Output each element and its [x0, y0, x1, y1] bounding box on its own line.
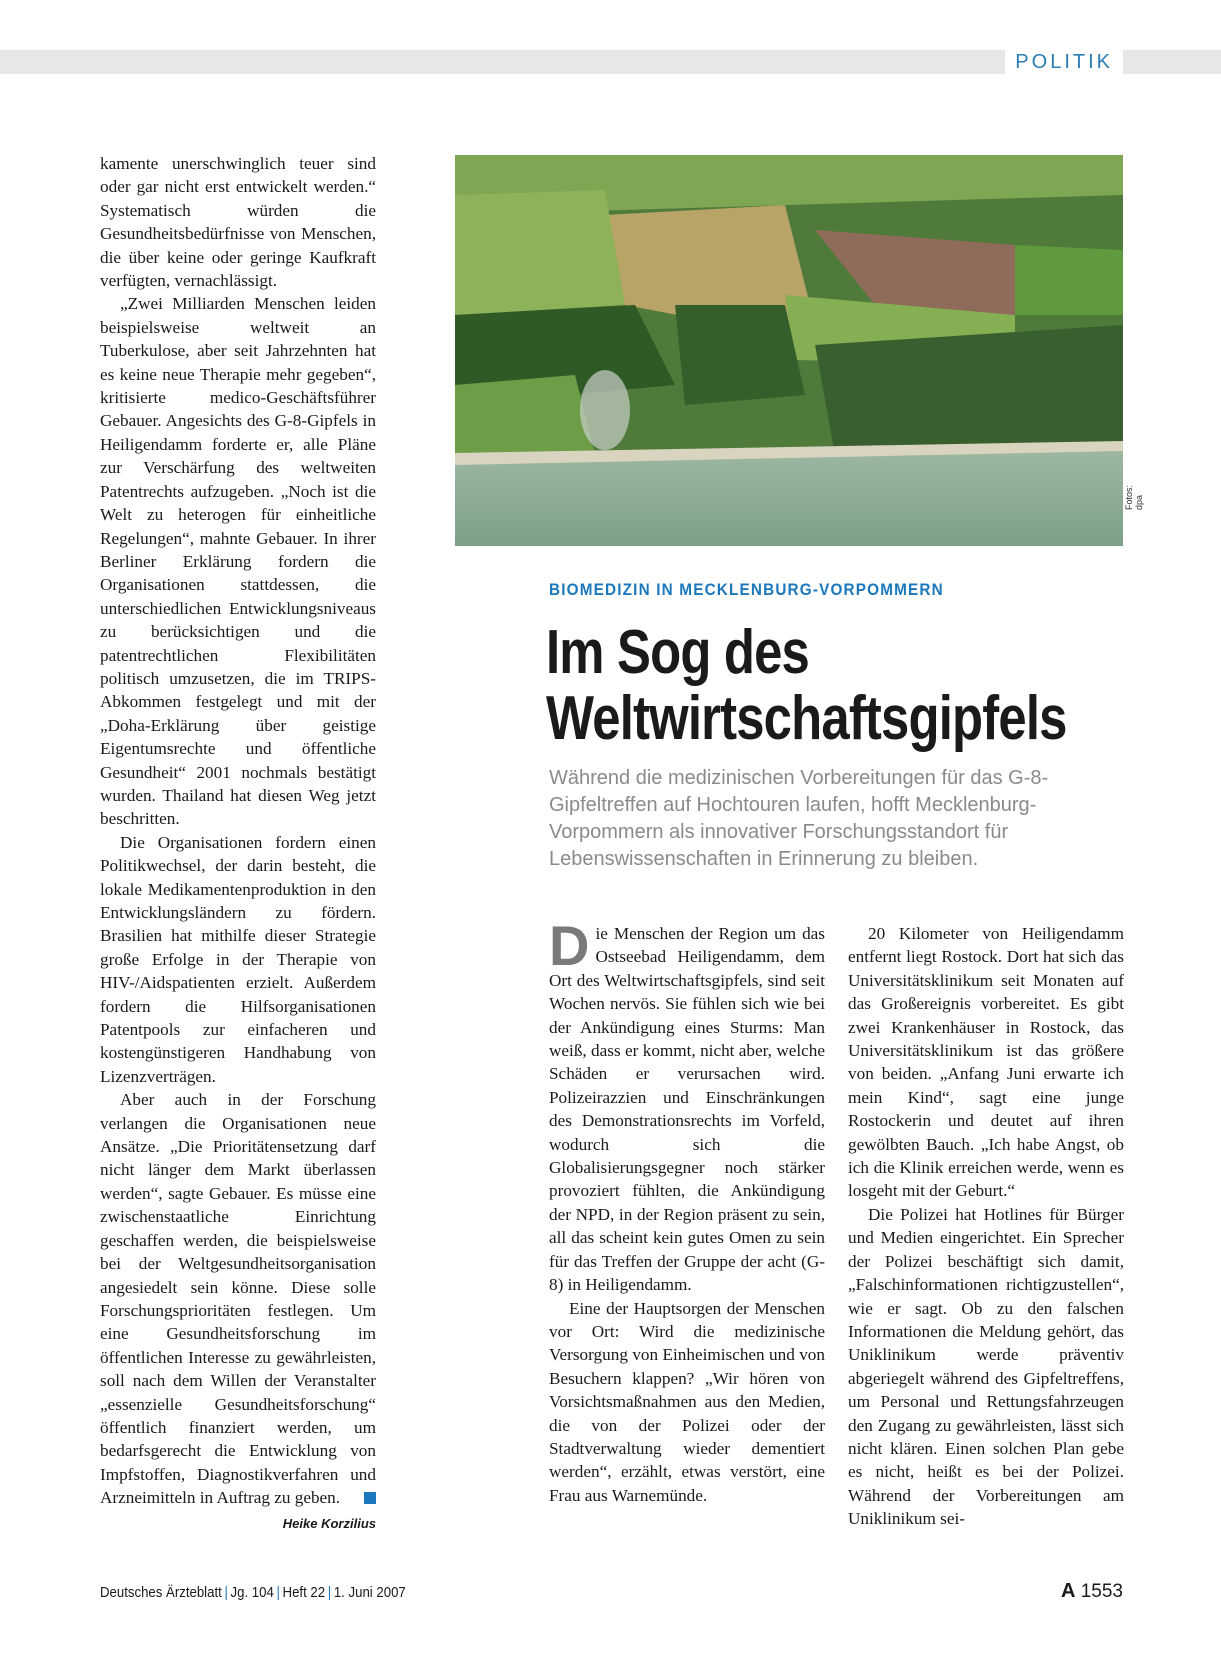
paragraph: Die Polizei hat Hotlines für Bürger und Medien eingerichtet. Ein Sprecher der Polizei beschäftigt sich damit, „Falschinformationen richtigzustellen“, wie er sagt. Ob zu den falschen Informationen die Meldung gehört, das Uniklinikum werde präventiv abgeriegelt während des Gipfeltreffens, um Personal und Rettungsfahrzeugen den Zugang zu gewährleisten, lässt sich nicht klären. Einen solchen Plan gebe es nicht, heißt es bei der Polizei. Während der Vorbereitungen am Uniklinikum sei- — [848, 1204, 1124, 1529]
page-number — [1061, 1580, 1123, 1603]
headline — [546, 620, 1071, 752]
aerial-photo-image — [455, 155, 1123, 546]
paragraph: Die Organisationen fordern einen Politikwechsel, der darin besteht, die lokale Medikamentenproduktion in den Entwicklungsländern zu fördern. Brasilien hat mithilfe dieser Strategie große Erfolge in der Therapie von HIV-/Aidspatienten erzielt. Außerdem fordern die Hilfsorganisationen Patentpools zur einfacheren und kostengünstigeren Handhabung von Lizenzverträgen. — [100, 832, 376, 1086]
paragraph: kamente unerschwinglich teuer sind oder gar nicht erst entwickelt werden.“ Systematisch würden die Gesundheitsbedürfnisse von Menschen, die über keine oder geringe Kaufkraft verfügten, vernachlässigt. — [100, 154, 376, 291]
aerial-photo — [455, 155, 1123, 546]
middle-column — [549, 914, 825, 1507]
page-number-value: 1553 — [1080, 1581, 1123, 1602]
paragraph: 20 Kilometer von Heiligendamm entfernt liegt Rostock. Dort hat sich das Universitätsklinikum seit Monaten auf das Großereignis vorbereitet. Es gibt zwei Krankenhäuser in Rostock, das Universitätsklinikum ist das größere von beiden. „Anfang Juni erwarte ich mein Kind“, sagt eine junge Rostockerin und deutet auf ihren gewölbten Bauch. „Ich habe Angst, ob ich die Klinik erreichen werde, wenn es losgeht mit der Geburt.“ — [848, 924, 1124, 1201]
kicker: BIOMEDIZIN IN MECKLENBURG-VORPOMMERN — [549, 580, 944, 599]
author-name: Heike Korzilius — [282, 1515, 376, 1531]
paragraph-text: Aber auch in der Forschung verlangen die Organisationen neue Ansätze. „Die Prioritätensetzung darf nicht länger dem Markt überlassen werden“, sagte Gebauer. Es müsse eine zwischenstaatliche Einrichtung geschaffen werden, die beispielsweise bei der Weltgesundheitsorganisation angesiedelt sein könne. Diese solle Forschungsprioritäten festlegen. Um eine Gesundheitsforschung im öffentlichen Interesse zu gewährleisten, soll nach dem Willen der Veranstalter „essenzielle Gesundheitsforschung“ öffentlich finanziert werden, um bedarfsgerecht die Entwicklung von Impfstoffen, Diagnostikverfahren und Arzneimitteln in Auftrag zu geben. — [100, 1090, 376, 1508]
paragraph: „Zwei Milliarden Menschen leiden beispielsweise weltweit an Tuberkulose, aber seit Jahrzehnten hat es keine neue Therapie mehr gegeben“, kritisierte medico-Geschäftsführer Gebauer. Angesichts des G-8-Gipfels in Heiligendamm forderte er, alle Pläne zur Verschärfung des weltweiten Patentrechts aufzugeben. „Noch ist die Welt zu heterogen für einheitliche Regelungen“, mahnte Gebauer. In ihrer Berliner Erklärung fordern die Organisationen stattdessen, die unterschiedlichen Entwicklungsniveaus zu berücksichtigen und die patentrechtlichen Flexibilitäten politisch umzusetzen, die im TRIPS-Abkommen festgelegt und mit der „Doha-Erklärung über geistige Eigentumsrechte und öffentliche Gesundheit“ 2001 nochmals bestätigt wurden. Thailand hat diesen Weg jetzt beschritten. — [100, 294, 376, 829]
headline-line: Weltwirtschaftsgipfels — [546, 684, 1067, 753]
photo-credit: Fotos: dpa — [1124, 484, 1144, 510]
paragraph: Eine der Hauptsorgen der Menschen vor Ort: Wird die medizinische Versorgung von Einheimischen und von Besuchern klappen? „Wir hören von Vorsichtsmaßnahmen aus den Medien, die von der Polizei oder der Stadtverwaltung wieder dementiert werden“, erzählt, etwas verstört, eine Frau aus Warnemünde. — [549, 1298, 825, 1505]
lead-paragraph: Während die medizinischen Vorbereitungen für das G-8-Gipfeltreffen auf Hochtouren laufen, hofft Mecklenburg-Vorpommern als innovativer Forschungsstandort für Lebenswissenschaften in Erinnerung zu bleiben. — [549, 767, 1049, 870]
right-column — [848, 922, 1124, 1531]
section-label: POLITIK — [1005, 50, 1123, 74]
left-column — [100, 152, 376, 1535]
headline-line: Im Sog des — [546, 618, 810, 687]
end-square-icon — [364, 1492, 376, 1504]
paragraph-last — [100, 1088, 376, 1509]
paragraph-first — [549, 914, 825, 1297]
issue: Heft 22 — [282, 1584, 326, 1601]
page-prefix: A — [1060, 1580, 1076, 1602]
drop-cap: D — [549, 914, 590, 977]
volume: Jg. 104 — [230, 1584, 274, 1601]
footer-citation: Deutsches Ärzteblatt | Jg. 104 | Heft 22 | 1. Juni 2007 — [100, 1584, 406, 1601]
date: 1. Juni 2007 — [333, 1584, 406, 1601]
journal-name: Deutsches Ärzteblatt — [100, 1584, 222, 1601]
paragraph-text: ie Menschen der Region um das Ostseebad Heiligendamm, dem Ort des Weltwirtschaftsgipfels, sind seit Wochen nervös. Sie fühlen sich wie bei der Ankündigung eines Sturms: Man weiß, dass er kommt, nicht aber, welche Schäden er verursachen wird. Polizeirazzien und Einschränkungen des Demonstrationsrechts im Vorfeld, wodurch sich die Globalisierungsgegner noch stärker provoziert fühlten, die Ankündigung der NPD, in der Region präsent zu sein, all das scheint kein gutes Omen zu sein für das Treffen der Gruppe der acht (G-8) in Heiligendamm. — [549, 924, 825, 1295]
